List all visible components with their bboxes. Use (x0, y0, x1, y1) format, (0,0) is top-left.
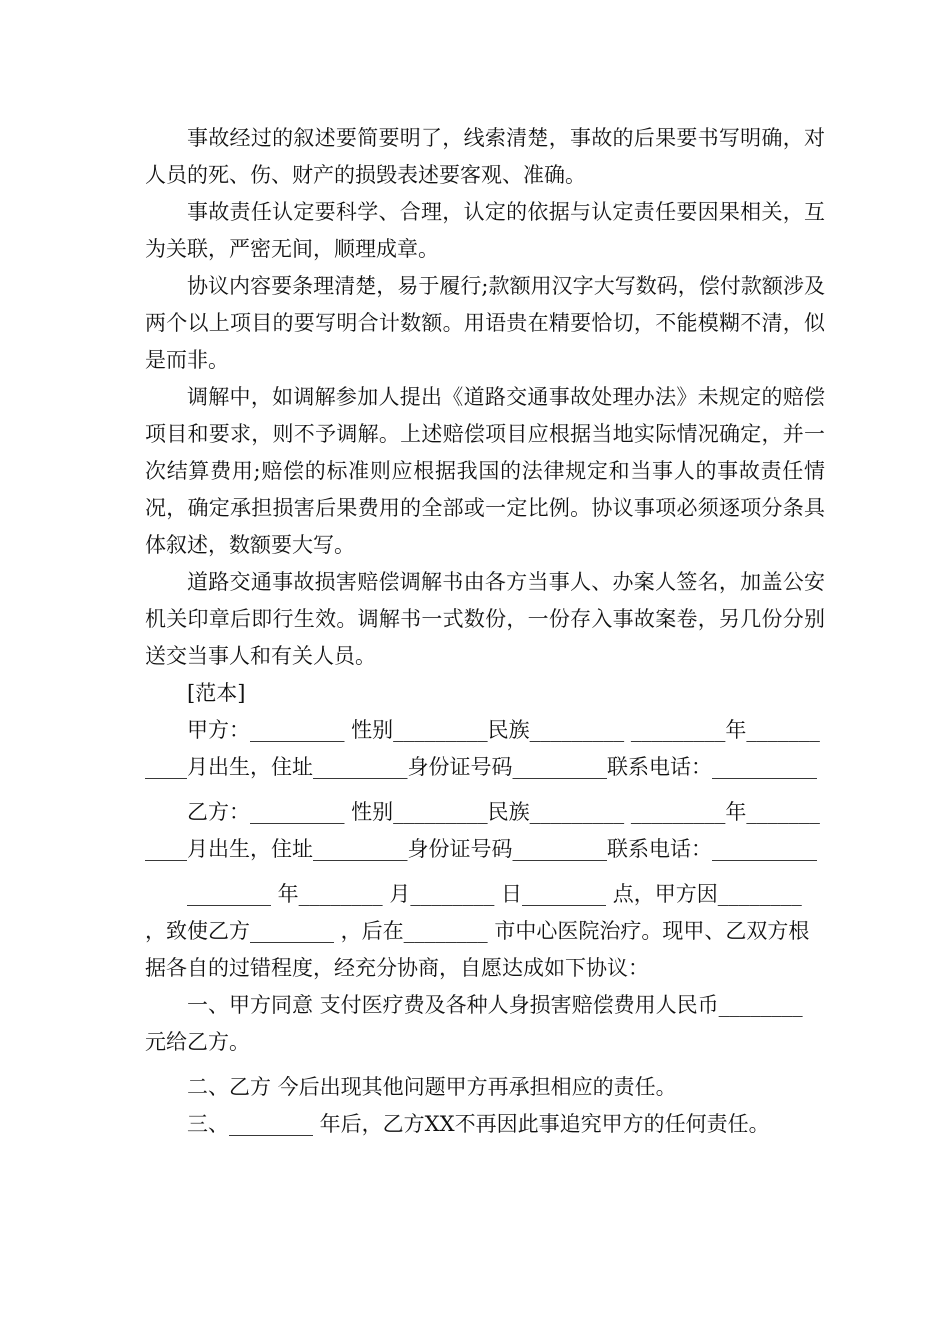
paragraph-agreement-content: 协议内容要条理清楚，易于履行;款额用汉字大写数码，偿付款额涉及两个以上项目的要写明合计数额。用语贵在精要恰切，不能模糊不清，似是而非。 (145, 274, 825, 372)
spacer (145, 1061, 825, 1069)
party-b-info: 乙方：_________ 性别_________民族_________ _________年___________月出生，住址_________身份证号码_________联系电话：__________ (145, 800, 820, 861)
paragraph-liability: 事故责任认定要科学、合理，认定的依据与认定责任要因果相关，互为关联，严密无间，顺理成章。 (145, 200, 825, 261)
paragraph-effectiveness: 道路交通事故损害赔偿调解书由各方当事人、办案人签名，加盖公安机关印章后即行生效。调解书一式数份，一份存入事故案卷，另几份分别送交当事人和有关人员。 (145, 570, 825, 668)
party-a-info: 甲方：_________ 性别_________民族_________ _________年___________月出生，住址_________身份证号码_________联系电话：__________ (145, 718, 820, 779)
paragraph-accident-narration: 事故经过的叙述要简要明了，线索清楚，事故的后果要书写明确，对人员的死、伤、财产的损毁表述要客观、准确。 (145, 126, 825, 187)
paragraph-mediation: 调解中，如调解参加人提出《道路交通事故处理办法》未规定的赔偿项目和要求，则不予调解。上述赔偿项目应根据当地实际情况确定，并一次结算费用;赔偿的标准则应根据我国的法律规定和当事人的事故责任情况，确定承担损害后果费用的全部或一定比例。协议事项必须逐项分条具体叙述，数额要大写。 (145, 385, 825, 557)
spacer (145, 786, 825, 794)
template-heading: [范本] (187, 681, 246, 705)
document-page (145, 120, 825, 1143)
agreement-item-3: 三、________ 年后，乙方XX不再因此事追究甲方的任何责任。 (187, 1112, 770, 1136)
incident-description: ________ 年________ 月________ 日________ 点，甲方因________ ，致使乙方________ ，后在________ 市中心医院治疗。现甲、乙双方根据各自的过错程度，经充分协商，自愿达成如下协议： (145, 882, 810, 980)
agreement-item-1: 一、甲方同意 支付医疗费及各种人身损害赔偿费用人民币________ 元给乙方。 (145, 993, 810, 1054)
spacer (145, 868, 825, 876)
agreement-item-2: 二、乙方 今后出现其他问题甲方再承担相应的责任。 (187, 1075, 677, 1099)
